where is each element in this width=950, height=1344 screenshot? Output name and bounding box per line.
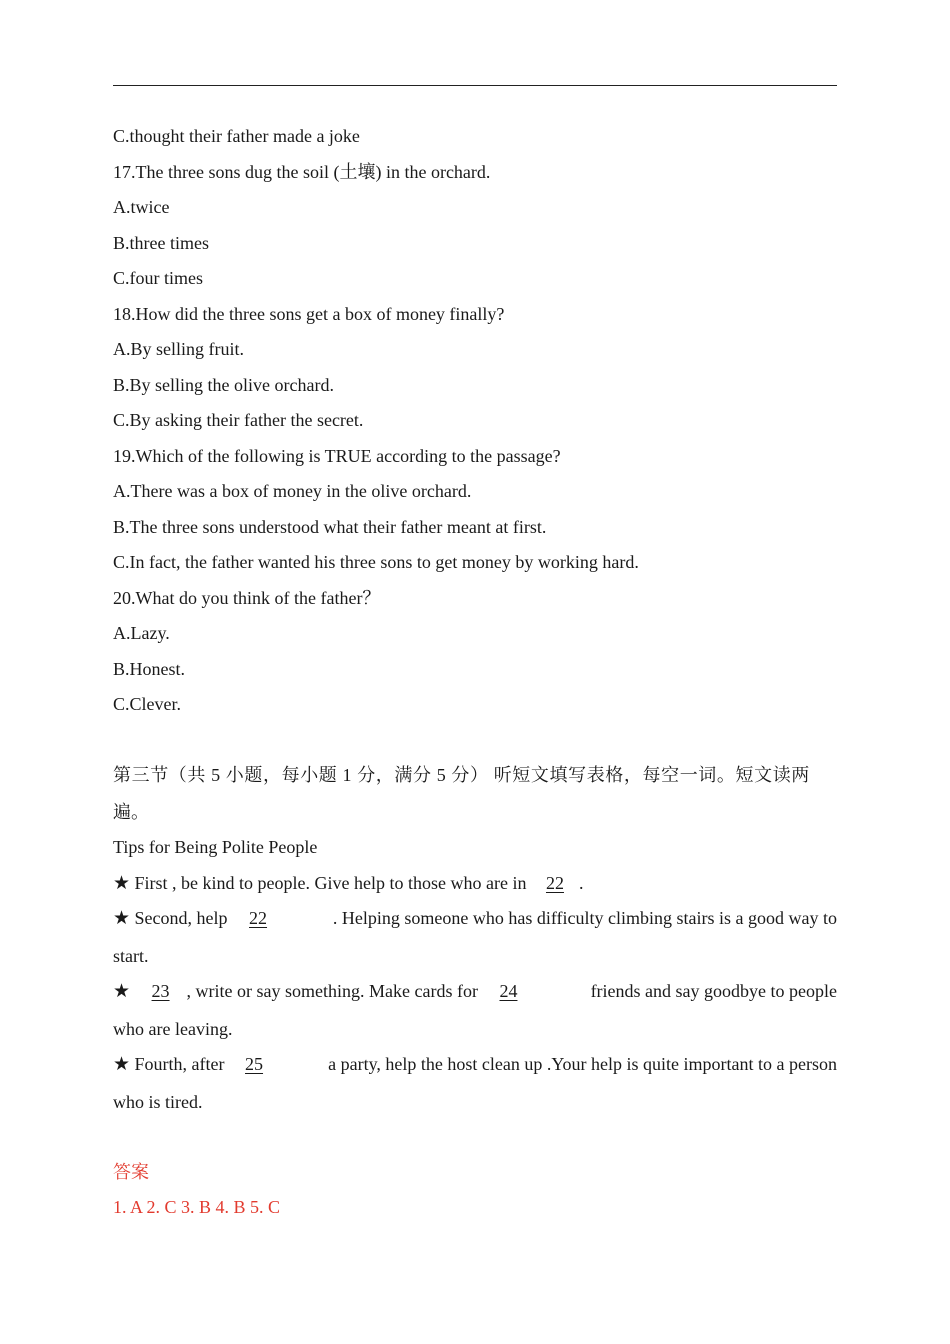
answers-text: 1. A 2. C 3. B 4. B 5. C <box>113 1197 281 1217</box>
star-icon: ★ <box>113 1053 131 1075</box>
tip-4-rest: a party, help the host clean up .Your help is quite important to a person <box>328 1054 837 1074</box>
blank-22-second: 22 <box>249 908 268 928</box>
tip-4-text: Fourth, after <box>130 1054 230 1074</box>
q18-question: 18.How did the three sons get a box of money finally? <box>113 304 505 324</box>
q20-option-b: B.Honest. <box>113 659 185 679</box>
q17-question: 17.The three sons dug the soil (土壤) in the orchard. <box>113 162 491 182</box>
star-icon: ★ <box>113 907 131 929</box>
tip-4-continuation: who is tired. <box>113 1092 203 1112</box>
tip-4 <box>113 1053 837 1075</box>
tip-1-text: First , be kind to people. Give help to those who are in <box>130 873 531 893</box>
blank-23: 23 <box>151 981 170 1001</box>
tip-3-continuation: who are leaving. <box>113 1019 233 1039</box>
tip-2-text: Second, help <box>130 908 233 928</box>
star-icon: ★ <box>113 980 131 1002</box>
tip-2-continuation: start. <box>113 946 149 966</box>
tip-2-rest: . Helping someone who has difficulty climbing stairs is a good way to <box>332 908 837 928</box>
q18-option-b: B.By selling the olive orchard. <box>113 375 334 395</box>
tip-3-rest: friends and say goodbye to people <box>590 981 837 1001</box>
header-rule <box>113 85 837 86</box>
tip-2 <box>113 907 837 929</box>
tip-3-text: , write or say something. Make cards for <box>186 981 483 1001</box>
q20-option-a: A.Lazy. <box>113 623 170 643</box>
star-icon: ★ <box>113 872 131 894</box>
section3-instruction-line1: 第三节（共 5 小题，每小题 1 分，满分 5 分） 听短文填写表格，每空一词。短文读两 <box>113 765 810 785</box>
answers-heading: 答案 <box>113 1162 149 1182</box>
q19-question: 19.Which of the following is TRUE according to the passage? <box>113 446 561 466</box>
section3-instruction-line2: 遍。 <box>113 802 149 822</box>
q17-option-c: C.four times <box>113 268 203 288</box>
q17-option-b: B.three times <box>113 233 209 253</box>
q17-option-a: A.twice <box>113 197 170 217</box>
q20-option-c: C.Clever. <box>113 694 181 714</box>
q19-option-a: A.There was a box of money in the olive orchard. <box>113 481 472 501</box>
q19-option-c: C.In fact, the father wanted his three sons to get money by working hard. <box>113 552 639 572</box>
q20-question: 20.What do you think of the father？ <box>113 588 381 608</box>
q19-option-b: B.The three sons understood what their father meant at first. <box>113 517 547 537</box>
blank-25: 25 <box>245 1054 264 1074</box>
tip-1 <box>113 872 583 894</box>
section3-title: Tips for Being Polite People <box>113 837 318 857</box>
q16-option-c: C.thought their father made a joke <box>113 126 360 146</box>
tip-1-end: . <box>578 873 584 893</box>
blank-24: 24 <box>499 981 518 1001</box>
q18-option-a: A.By selling fruit. <box>113 339 244 359</box>
q18-option-c: C.By asking their father the secret. <box>113 410 364 430</box>
blank-22: 22 <box>545 873 564 893</box>
tip-3 <box>113 980 837 1002</box>
